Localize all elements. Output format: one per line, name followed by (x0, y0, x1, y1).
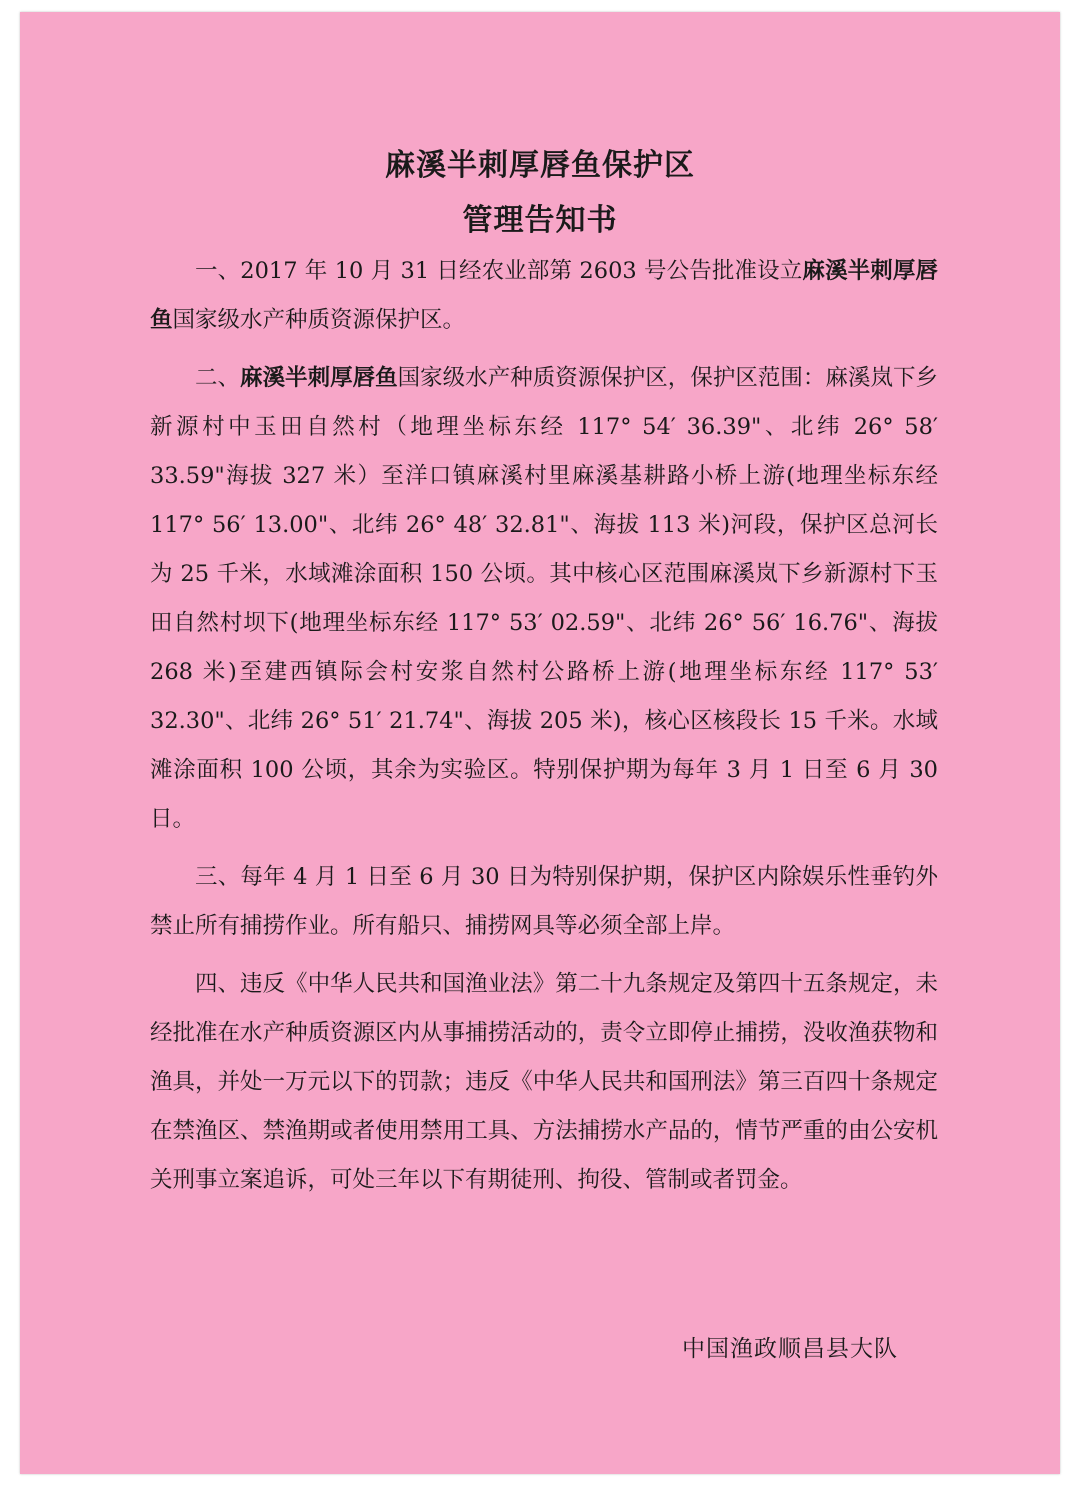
notice-sheet (20, 12, 1060, 1474)
notice-body (150, 247, 938, 1214)
paragraph-2-text: 国家级水产种质资源保护区，保护区范围：麻溪岚下乡新源村中玉田自然村（地理坐标东经 117° 54′ 36.39"、北纬 26° 58′ 33.59"海拔 327 米）至洋口镇麻溪村里麻溪基耕路小桥上游(地理坐标东经 117° 56′ 13.00"、北纬 26° 48′ 32.81"、海拔 113 米)河段，保护区总河长为 25 千米，水域滩涂面积 150 公顷。其中核心区范围麻溪岚下乡新源村下玉田自然村坝下(地理坐标东经 117° 53′ 02.59"、北纬 26° 56′ 16.76"、海拔 268 米)至建西镇际会村安浆自然村公路桥上游(地理坐标东经 117° 53′ 32.30"、北纬 26° 51′ 21.74"、海拔 205 米)，核心区核段长 15 千米。水域滩涂面积 100 公顷，其余为实验区。特别保护期为每年 3 月 1 日至 6 月 30 日。 (150, 365, 938, 832)
document-subtitle: 管理告知书 (462, 203, 618, 238)
paragraph-1-text-end: 国家级水产种质资源保护区。 (172, 307, 466, 333)
paragraph-2-lead: 二、 (195, 365, 241, 391)
document-title: 麻溪半刺厚唇鱼保护区 (385, 148, 695, 183)
paragraph-1-text: 一、2017 年 10 月 31 日经农业部第 2603 号公告批准设立 (195, 258, 803, 284)
issuer-signature: 中国渔政顺昌县大队 (682, 1336, 898, 1362)
paragraph-4: 四、违反《中华人民共和国渔业法》第二十九条规定及第四十五条规定，未经批准在水产种质资源区内从事捕捞活动的，责令立即停止捕捞，没收渔获物和渔具，并处一万元以下的罚款；违反《中华人民共和国刑法》第三百四十条规定在禁渔区、禁渔期或者使用禁用工具、方法捕捞水产品的，情节严重的由公安机关刑事立案追诉，可处三年以下有期徒刑、拘役、管制或者罚金。 (150, 971, 938, 1193)
paragraph-2-bold-name: 麻溪半刺厚唇鱼 (240, 365, 398, 391)
paragraph-3: 三、每年 4 月 1 日至 6 月 30 日为特别保护期，保护区内除娱乐性垂钓外禁止所有捕捞作业。所有船只、捕捞网具等必须全部上岸。 (150, 864, 938, 939)
paragraph-1-bold-name: 麻溪半刺厚唇鱼 (150, 258, 938, 333)
paragraph-1 (150, 247, 938, 345)
paragraph-2 (150, 354, 938, 844)
